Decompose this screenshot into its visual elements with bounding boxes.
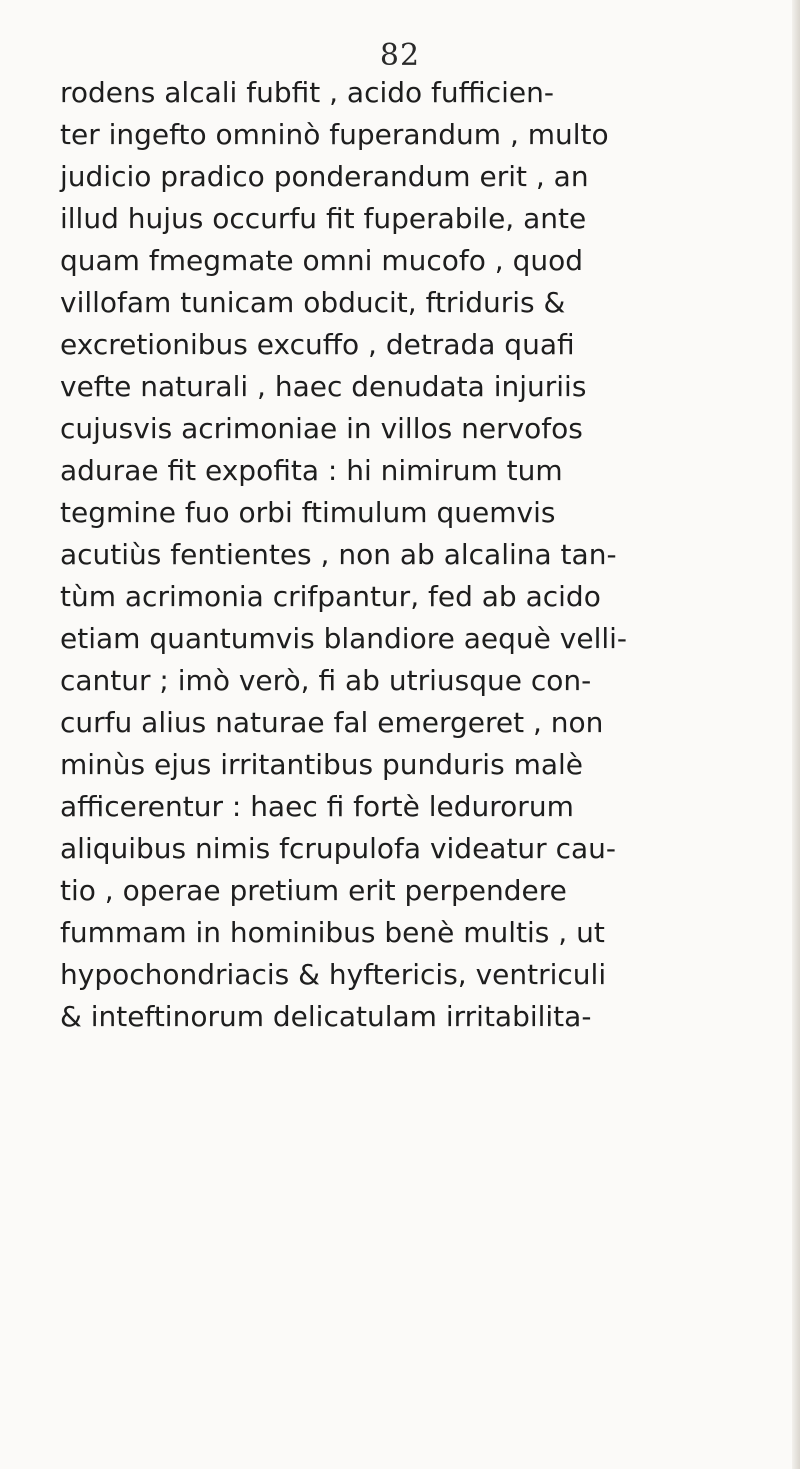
text-line: ter ingefto omninò fuperandum , multo [60, 118, 609, 151]
text-line: fummam in hominibus benè multis , ut [60, 916, 605, 949]
text-line: vefte naturali , haec denudata injuriis [60, 370, 587, 403]
text-line: cujusvis acrimoniae in villos nervofos [60, 412, 583, 445]
text-line: judicio pradico ponderandum erit , an [60, 160, 589, 193]
text-line: minùs ejus irritantibus punduris malè [60, 748, 584, 781]
text-line: etiam quantumvis blandiore aequè velli- [60, 622, 628, 655]
text-line: excretionibus excuffo , detrada quafi [60, 328, 575, 361]
body-text [60, 72, 790, 1038]
text-line: hypochondriacis & hyftericis, ventriculi [60, 958, 607, 991]
text-line: afficerentur : haec fi fortè ledurorum [60, 790, 574, 823]
text-line: curfu alius naturae fal emergeret , non [60, 706, 604, 739]
page-edge-shadow [792, 0, 800, 1469]
text-line: aliquibus nimis fcrupulofa videatur cau- [60, 832, 616, 865]
page-number: 82 [379, 38, 421, 73]
text-line: & inteftinorum delicatulam irritabilita- [60, 1000, 592, 1033]
text-line: cantur ; imò verò, fi ab utriusque con- [60, 664, 592, 697]
text-line: quam fmegmate omni mucofo , quod [60, 244, 584, 277]
text-line: adurae fit expofita : hi nimirum tum [60, 454, 563, 487]
text-line: rodens alcali fubfit , acido fufficien- [60, 76, 554, 109]
text-line: illud hujus occurfu fit fuperabile, ante [60, 202, 587, 235]
text-line: tegmine fuo orbi ftimulum quemvis [60, 496, 556, 529]
text-line: villofam tunicam obducit, ftriduris & [60, 286, 566, 319]
text-line: acutiùs fentientes , non ab alcalina tan- [60, 538, 617, 571]
text-line: tùm acrimonia crifpantur, fed ab acido [60, 580, 601, 613]
text-line: tio , operae pretium erit perpendere [60, 874, 567, 907]
